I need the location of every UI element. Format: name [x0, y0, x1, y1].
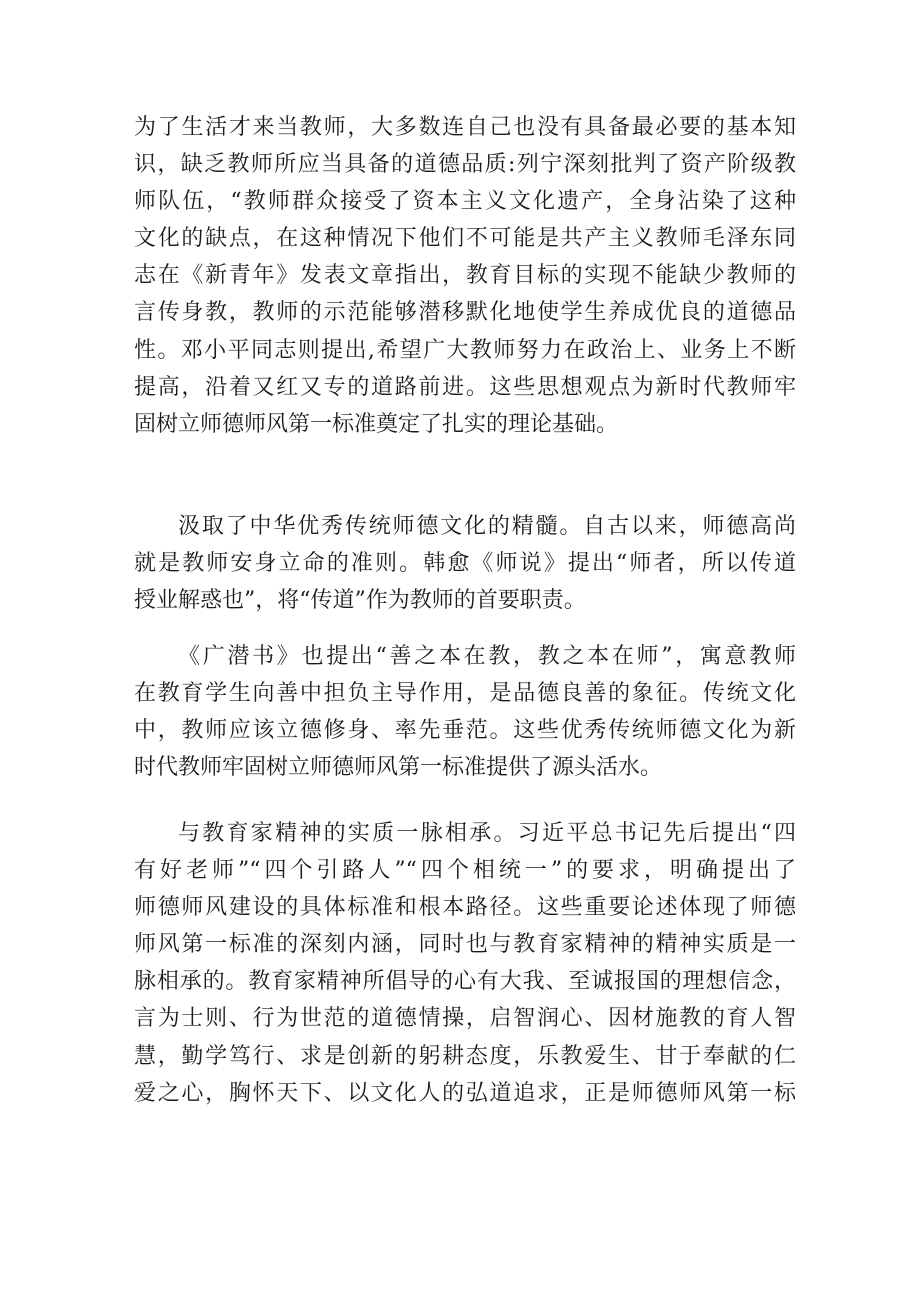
- paragraph-line: 固树立师德师风第一标准奠定了扎实的理论基础。: [134, 411, 619, 437]
- paragraph-line: 为了生活才来当教师，大多数连自己也没有具备最必要的基本知: [134, 115, 796, 140]
- paragraph-line: 爱之心，胸怀天下、以文化人的弘道追求，正是师德师风第一标: [134, 1080, 796, 1106]
- paragraph-line: 与教育家精神的实质一脉相承。习近平总书记先后提出“四: [178, 821, 796, 846]
- paragraph-line: 志在《新青年》发表文章指出，教育目标的实现不能缺少教师的: [134, 263, 796, 289]
- paragraph-line: 师队伍，“教师群众接受了资本主义文化遗产，全身沾染了这种: [134, 189, 796, 215]
- paragraph-line: 有好老师”“四个引路人”“四个相统一”的要求，明确提出了: [134, 858, 796, 884]
- paragraph-line: 提高，沿着又红又专的道路前进。这些思想观点为新时代教师牢: [134, 374, 796, 400]
- paragraph-4: [134, 815, 796, 1112]
- paragraph-line: 性。邓小平同志则提出,希望广大教师努力在政治上、业务上不断: [134, 337, 796, 363]
- paragraph-line: 在教育学生向善中担负主导作用，是品德良善的象征。传统文化: [134, 681, 796, 707]
- paragraph-line: 《广潜书》也提出“善之本在教，教之本在师”，寓意教师: [178, 644, 796, 669]
- paragraph-2: [134, 508, 796, 619]
- paragraph-line: 文化的缺点，在这种情况下他们不可能是共产主义教师毛泽东同: [134, 226, 796, 252]
- paragraph-line: 慧，勤学笃行、求是创新的躬耕态度，乐教爱生、甘于奉献的仁: [134, 1043, 796, 1069]
- paragraph-line: 汲取了中华优秀传统师德文化的精髓。自古以来，师德高尚: [178, 514, 796, 539]
- paragraph-line: 言为士则、行为世范的道德情操，启智润心、因材施教的育人智: [134, 1006, 796, 1032]
- paragraph-line: 授业解惑也”，将“传道”作为教师的首要职责。: [134, 588, 586, 614]
- paragraph-line: 识，缺乏教师所应当具备的道德品质:列宁深刻批判了资产阶级教: [134, 152, 796, 178]
- paragraph-line: 师德师风建设的具体标准和根本路径。这些重要论述体现了师德: [134, 895, 796, 921]
- paragraph-line: 中，教师应该立德修身、率先垂范。这些优秀传统师德文化为新: [134, 718, 796, 744]
- paragraph-line: 师风第一标准的深刻内涵，同时也与教育家精神的精神实质是一: [134, 932, 796, 958]
- paragraph-3: [134, 638, 796, 786]
- paragraph-line: 脉相承的。教育家精神所倡导的心有大我、至诚报国的理想信念，: [134, 969, 796, 995]
- paragraph-1: [134, 109, 796, 443]
- paragraph-line: 就是教师安身立命的准则。韩愈《师说》提出“师者，所以传道: [134, 551, 796, 577]
- paragraph-line: 言传身教，教师的示范能够潜移默化地使学生养成优良的道德品: [134, 300, 796, 326]
- paragraph-line: 时代教师牢固树立师德师风第一标准提供了源头活水。: [134, 755, 663, 781]
